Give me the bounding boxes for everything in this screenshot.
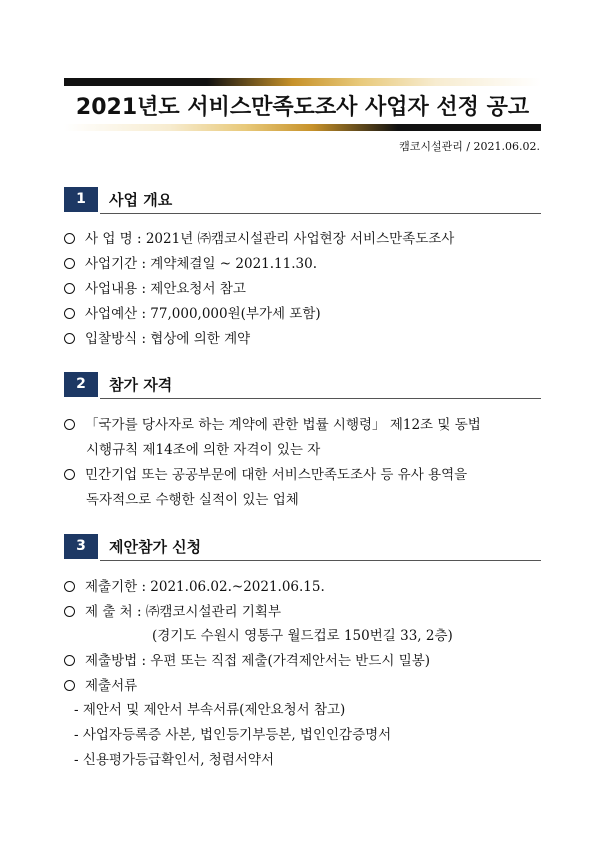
list-item: 사업내용 : 제안요청서 참고: [64, 279, 544, 299]
circle-bullet-icon: [64, 419, 75, 430]
section-2-rule: [100, 398, 541, 399]
section-1-header: [64, 187, 541, 213]
circle-bullet-icon: [64, 469, 75, 480]
section-3-number: 3: [64, 534, 98, 559]
list-item-continuation: 시행규칙 제14조에 의한 자격이 있는 자: [86, 442, 321, 458]
title-banner: [64, 78, 541, 132]
sub-list-item: - 제안서 및 제안서 부속서류(제안요청서 참고): [74, 702, 346, 718]
section-1-title: 사업 개요: [109, 191, 173, 209]
section-2-number: 2: [64, 372, 98, 397]
circle-bullet-icon: [64, 258, 75, 269]
section-2-header: [64, 372, 541, 398]
list-item: 민간기업 또는 공공부문에 대한 서비스만족도조사 등 유사 용역을: [64, 465, 544, 485]
circle-bullet-icon: [64, 233, 75, 244]
list-item: 제출기한 : 2021.06.02.~2021.06.15.: [64, 577, 544, 597]
issuer-date: 캠코시설관리 / 2021.06.02.: [399, 140, 540, 153]
circle-bullet-icon: [64, 581, 75, 592]
sub-list-item: - 사업자등록증 사본, 법인등기부등본, 법인인감증명서: [74, 727, 392, 743]
section-1-rule: [100, 213, 541, 214]
list-item: 사업예산 : 77,000,000원(부가세 포함): [64, 304, 544, 324]
address-line: (경기도 수원시 영통구 월드컵로 150번길 33, 2층): [152, 628, 453, 644]
circle-bullet-icon: [64, 308, 75, 319]
list-item: 제출방법 : 우편 또는 직접 제출(가격제안서는 반드시 밀봉): [64, 651, 544, 671]
title-top-bar: [64, 78, 541, 86]
section-3-header: [64, 534, 541, 560]
list-item: 제 출 처 : ㈜캠코시설관리 기획부: [64, 602, 544, 622]
section-3-rule: [100, 560, 541, 561]
section-3-title: 제안참가 신청: [109, 538, 202, 556]
list-item: 사업기간 : 계약체결일 ~ 2021.11.30.: [64, 254, 544, 274]
circle-bullet-icon: [64, 655, 75, 666]
circle-bullet-icon: [64, 606, 75, 617]
sub-list-item: - 신용평가등급확인서, 청렴서약서: [74, 752, 275, 768]
section-1-number: 1: [64, 187, 98, 212]
list-item-continuation: 독자적으로 수행한 실적이 있는 업체: [86, 492, 299, 508]
list-item: 입찰방식 : 협상에 의한 계약: [64, 329, 544, 349]
title-bottom-bar: [64, 124, 541, 131]
section-2-title: 참가 자격: [109, 376, 173, 394]
circle-bullet-icon: [64, 283, 75, 294]
list-item: 사 업 명 : 2021년 ㈜캠코시설관리 사업현장 서비스만족도조사: [64, 229, 544, 249]
circle-bullet-icon: [64, 333, 75, 344]
page-title: 2021년도 서비스만족도조사 사업자 선정 공고: [75, 95, 530, 120]
list-item: 제출서류: [64, 676, 544, 696]
list-item: 「국가를 당사자로 하는 계약에 관한 법률 시행령」 제12조 및 동법: [64, 415, 544, 435]
circle-bullet-icon: [64, 680, 75, 691]
